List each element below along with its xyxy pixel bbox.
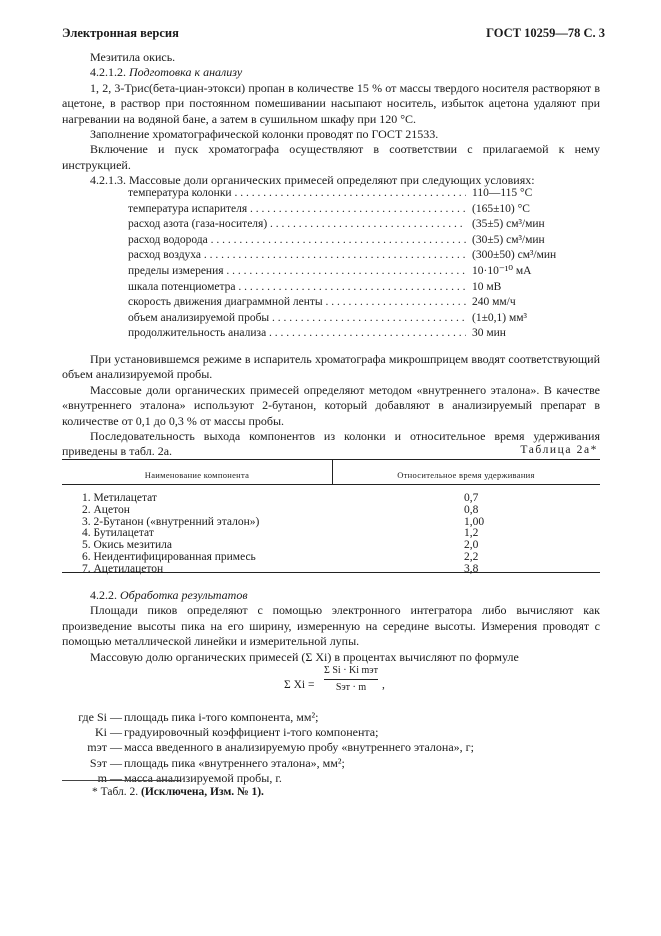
- legend-text: градуировочный коэффициент i-того компонента;: [124, 725, 379, 740]
- formula-denominator: Sэт · m: [335, 682, 367, 693]
- condition-value: 240 мм/ч: [472, 296, 516, 309]
- condition-value: (300±50) см³/мин: [472, 249, 557, 262]
- condition-row: [128, 280, 568, 296]
- header-left: Электронная версия: [62, 26, 179, 40]
- legend-symbol: где Si —: [78, 710, 122, 724]
- condition-label: расход азота (газа-носителя) . . .: [128, 217, 466, 233]
- conditions-list: [128, 186, 568, 342]
- paragraph: Последовательность выхода компонентов из колонки и относительное время удерживания приведены в табл. 2а.: [62, 429, 600, 459]
- paragraph: 1, 2, 3-Трис(бета-циан-этокси) пропан в количестве 15 % от массы твердого носителя растворяют в ацетоне, в раствор при постоянном помешивании насыпают носитель, избыток ацетона удаляют при нагревании на водяной бане, а затем в сушильном шкафу при 120 °С.: [62, 80, 600, 126]
- table-body: [82, 493, 600, 576]
- condition-label: скорость движения диаграммной ленты . . .: [128, 295, 466, 311]
- table-cell-component: 2. Ацетон: [82, 503, 130, 516]
- intro-block: [62, 50, 600, 189]
- section-heading: [62, 65, 600, 80]
- table-cell-retention: 0,8: [464, 503, 479, 516]
- table-cell-component: 5. Окись мезитила: [82, 539, 173, 552]
- retention-table: [62, 459, 600, 575]
- legend-symbol: mэт —: [87, 740, 122, 755]
- legend-text: площадь пика «внутреннего эталона», мм²;: [124, 755, 345, 770]
- paragraph: 4.2.1.3. Массовые доли органических примесей определяют при следующих условиях:: [90, 173, 535, 188]
- table-bottom-rule: [62, 572, 600, 573]
- condition-value: 10 мВ: [472, 280, 502, 293]
- section-title: Подготовка к анализу: [129, 65, 243, 80]
- condition-value: 10·10⁻¹⁰ мА: [472, 264, 532, 277]
- condition-value: (30±5) см³/мин: [472, 233, 545, 246]
- table-cell-component: 1. Метилацетат: [82, 492, 157, 504]
- section-heading: [62, 588, 600, 603]
- condition-value: 30 мин: [472, 327, 506, 340]
- paragraph: Массовые доли органических примесей определяют методом «внутреннего эталона». В качестве «внутреннего эталона» используют 2-бутанон, который добавляют в анализируемый препарат в количестве от 0,1 до 0,3 % от массы пробы.: [62, 382, 600, 428]
- condition-label: пределы измерения . . .: [128, 264, 466, 280]
- results-block: [62, 588, 600, 665]
- condition-row: [128, 248, 568, 264]
- condition-value: (1±0,1) мм³: [472, 311, 527, 324]
- condition-row: [128, 186, 568, 202]
- table-header-retention: Относительное время удерживания: [397, 470, 535, 480]
- condition-row: [128, 295, 568, 311]
- formula-fraction: [324, 665, 378, 694]
- footnote-rule: [62, 780, 180, 781]
- footnote-bold: (Исключена, Изм. № 1).: [141, 786, 264, 798]
- condition-label: расход водорода . . .: [128, 233, 466, 249]
- section-number: 4.2.1.2.: [90, 65, 126, 80]
- intro-line: Мезитила окись.: [90, 50, 176, 64]
- paragraph: При установившемся режиме в испаритель хроматографа микрошприцем вводят соответствующий объем анализируемой пробы.: [62, 352, 600, 382]
- legend-symbol: Ki —: [95, 725, 122, 740]
- footnote-prefix: * Табл. 2.: [92, 786, 139, 798]
- condition-label: расход воздуха . . .: [128, 248, 466, 264]
- condition-row: [128, 264, 568, 280]
- table-cell-retention: 3,8: [464, 562, 479, 575]
- formula-lhs: Σ Xi =: [284, 679, 315, 691]
- paragraph: Массовую долю органических примесей (Σ Xi) в процентах вычисляют по формуле: [90, 649, 519, 664]
- table-cell-component: 4. Бутилацетат: [82, 527, 154, 540]
- condition-value: (35±5) см³/мин: [472, 218, 545, 231]
- legend-symbol: m —: [97, 770, 122, 785]
- formula-fraction-bar: [324, 679, 378, 680]
- condition-row: [128, 233, 568, 249]
- paragraph: Заполнение хроматографической колонки проводят по ГОСТ 21533.: [90, 127, 439, 142]
- condition-label: температура испарителя . . .: [128, 202, 466, 218]
- legend-symbol: Sэт —: [89, 755, 122, 770]
- legend-text: масса анализируемой пробы, г.: [124, 770, 282, 785]
- table-cell-retention: 2,2: [464, 550, 479, 563]
- section-number: 4.2.2.: [90, 588, 117, 602]
- legend-text: масса введенного в анализируемую пробу «внутреннего эталона», г;: [124, 740, 474, 755]
- condition-row: [128, 311, 568, 327]
- table-cell-retention: 0,7: [464, 492, 479, 504]
- condition-label: объем анализируемой пробы . . .: [128, 311, 466, 327]
- table-cell-retention: 2,0: [464, 539, 479, 552]
- formula-numerator: Σ Si · Ki mэт: [324, 665, 378, 676]
- table-header-rule: [62, 484, 600, 485]
- formula-comma: ,: [382, 679, 385, 691]
- section-title: Обработка результатов: [120, 588, 248, 602]
- condition-row: [128, 326, 568, 342]
- table-row: [82, 552, 600, 564]
- table-row: [82, 564, 600, 576]
- table-cell-component: 7. Ацетилацетон: [82, 562, 164, 575]
- table-row: [82, 517, 600, 529]
- condition-label: температура колонки . . .: [128, 186, 466, 202]
- condition-label: шкала потенциометра . . .: [128, 280, 466, 296]
- table-caption: Таблица 2а*: [520, 444, 598, 456]
- table-cell-retention: 1,2: [464, 527, 479, 540]
- header-right: ГОСТ 10259—78 С. 3: [486, 26, 605, 40]
- paragraph: Включение и пуск хроматографа осуществляют в соответствии с прилагаемой к нему инструкцией.: [62, 142, 600, 172]
- footnote: [92, 786, 264, 798]
- table-cell-component: 3. 2-Бутанон («внутренний эталон»): [82, 515, 260, 528]
- table-cell-retention: 1,00: [464, 515, 485, 528]
- table-row: [82, 493, 600, 505]
- paragraph: Площади пиков определяют с помощью электронного интегратора либо вычисляют как произведение высоты пика на его ширину, измеренную на середине высоты. Измерения проводят с помощью металлической линейки и измерительной лупы.: [62, 603, 600, 649]
- table-cell-component: 6. Неидентифицированная примесь: [82, 550, 256, 563]
- table-row: [82, 505, 600, 517]
- legend-text: площадь пика i-того компонента, мм²;: [124, 710, 319, 724]
- body-block: [62, 352, 600, 460]
- condition-label: продолжительность анализа . . .: [128, 326, 466, 342]
- table-header-component: Наименование компонента: [144, 470, 250, 480]
- condition-row: [128, 217, 568, 233]
- condition-row: [128, 202, 568, 218]
- condition-value: 110—115 °С: [472, 187, 533, 199]
- condition-value: (165±10) °С: [472, 202, 530, 215]
- table-top-rule: [62, 459, 600, 460]
